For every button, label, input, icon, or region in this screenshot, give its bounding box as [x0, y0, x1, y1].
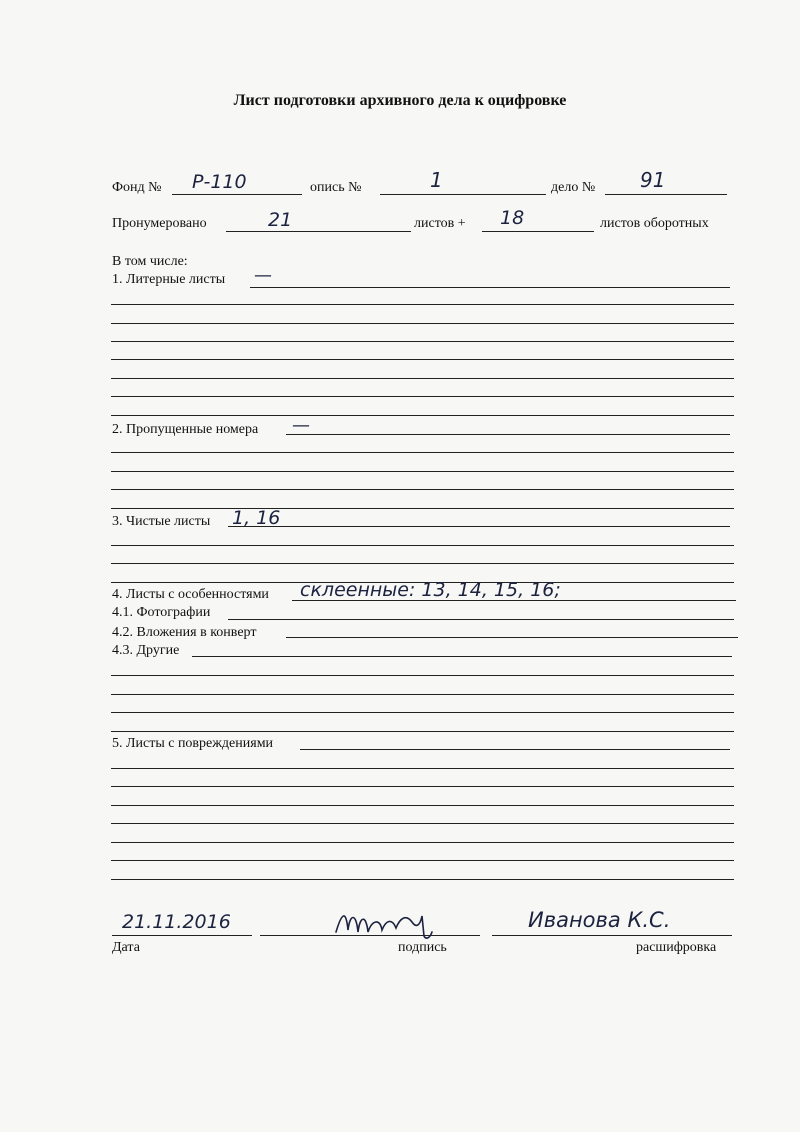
- decoding-value: Иванова К.С.: [528, 908, 671, 932]
- blank-line: [111, 768, 734, 769]
- photos-underline: [228, 619, 734, 620]
- other-underline: [192, 656, 732, 657]
- blank-line: [111, 694, 734, 695]
- blank-line: [111, 415, 734, 416]
- signature-scribble: [332, 902, 442, 942]
- blank-line: [111, 823, 734, 824]
- date-value: 21.11.2016: [122, 911, 231, 933]
- literal-sheets-value: —: [254, 265, 272, 286]
- blank-line: [111, 563, 734, 564]
- blank-line: [111, 452, 734, 453]
- blank-line: [111, 323, 734, 324]
- blank-line: [111, 805, 734, 806]
- reverse-value: 18: [500, 207, 525, 229]
- damaged-sheets-label: 5. Листы с повреждениями: [112, 736, 274, 751]
- special-sheets-value: склеенные: 13, 14, 15, 16;: [300, 579, 561, 601]
- blank-line: [111, 712, 734, 713]
- delo-value: 91: [640, 168, 666, 192]
- date-label: Дата: [112, 940, 140, 955]
- date-underline: [112, 935, 252, 936]
- fond-underline: [172, 194, 302, 195]
- decoding-label: расшифровка: [636, 940, 717, 955]
- sheets-value: 21: [268, 209, 293, 231]
- intro-text: В том числе:: [112, 254, 188, 269]
- missing-numbers-label: 2. Пропущенные номера: [112, 422, 259, 437]
- blank-line: [111, 860, 734, 861]
- reverse-label: листов оборотных: [600, 216, 709, 231]
- blank-line: [111, 396, 734, 397]
- opis-label: опись №: [310, 180, 362, 195]
- photos-label: 4.1. Фотографии: [112, 605, 211, 620]
- delo-label: дело №: [551, 180, 596, 195]
- delo-underline: [605, 194, 727, 195]
- damaged-sheets-underline: [300, 749, 730, 750]
- blank-sheets-label: 3. Чистые листы: [112, 514, 211, 529]
- opis-underline: [380, 194, 546, 195]
- blank-line: [111, 489, 734, 490]
- sheets-underline: [226, 231, 411, 232]
- missing-numbers-value: —: [292, 415, 310, 436]
- fond-value: Р-110: [192, 171, 247, 193]
- missing-numbers-underline: [286, 434, 730, 435]
- special-sheets-label: 4. Листы с особенностями: [112, 587, 269, 602]
- blank-line: [111, 675, 734, 676]
- blank-line: [111, 879, 734, 880]
- blank-line: [111, 545, 734, 546]
- envelope-underline: [286, 637, 738, 638]
- opis-value: 1: [430, 168, 443, 192]
- blank-line: [111, 341, 734, 342]
- literal-sheets-underline: [250, 287, 730, 288]
- blank-line: [111, 731, 734, 732]
- decoding-underline: [492, 935, 732, 936]
- blank-line: [111, 508, 734, 509]
- blank-line: [111, 471, 734, 472]
- blank-line: [111, 359, 734, 360]
- blank-line: [111, 786, 734, 787]
- sheets-label: листов +: [414, 216, 466, 231]
- signature-label: подпись: [398, 940, 447, 955]
- special-sheets-underline: [292, 600, 736, 601]
- blank-sheets-value: 1, 16: [232, 507, 281, 529]
- numbered-label: Пронумеровано: [112, 216, 207, 231]
- blank-line: [111, 842, 734, 843]
- fond-label: Фонд №: [112, 180, 162, 195]
- document-title: Лист подготовки архивного дела к оцифровке: [233, 92, 567, 109]
- blank-line: [111, 378, 734, 379]
- envelope-label: 4.2. Вложения в конверт: [112, 625, 257, 640]
- literal-sheets-label: 1. Литерные листы: [112, 272, 226, 287]
- blank-sheets-underline: [228, 526, 730, 527]
- reverse-underline: [482, 231, 594, 232]
- blank-line: [111, 304, 734, 305]
- other-label: 4.3. Другие: [112, 643, 180, 658]
